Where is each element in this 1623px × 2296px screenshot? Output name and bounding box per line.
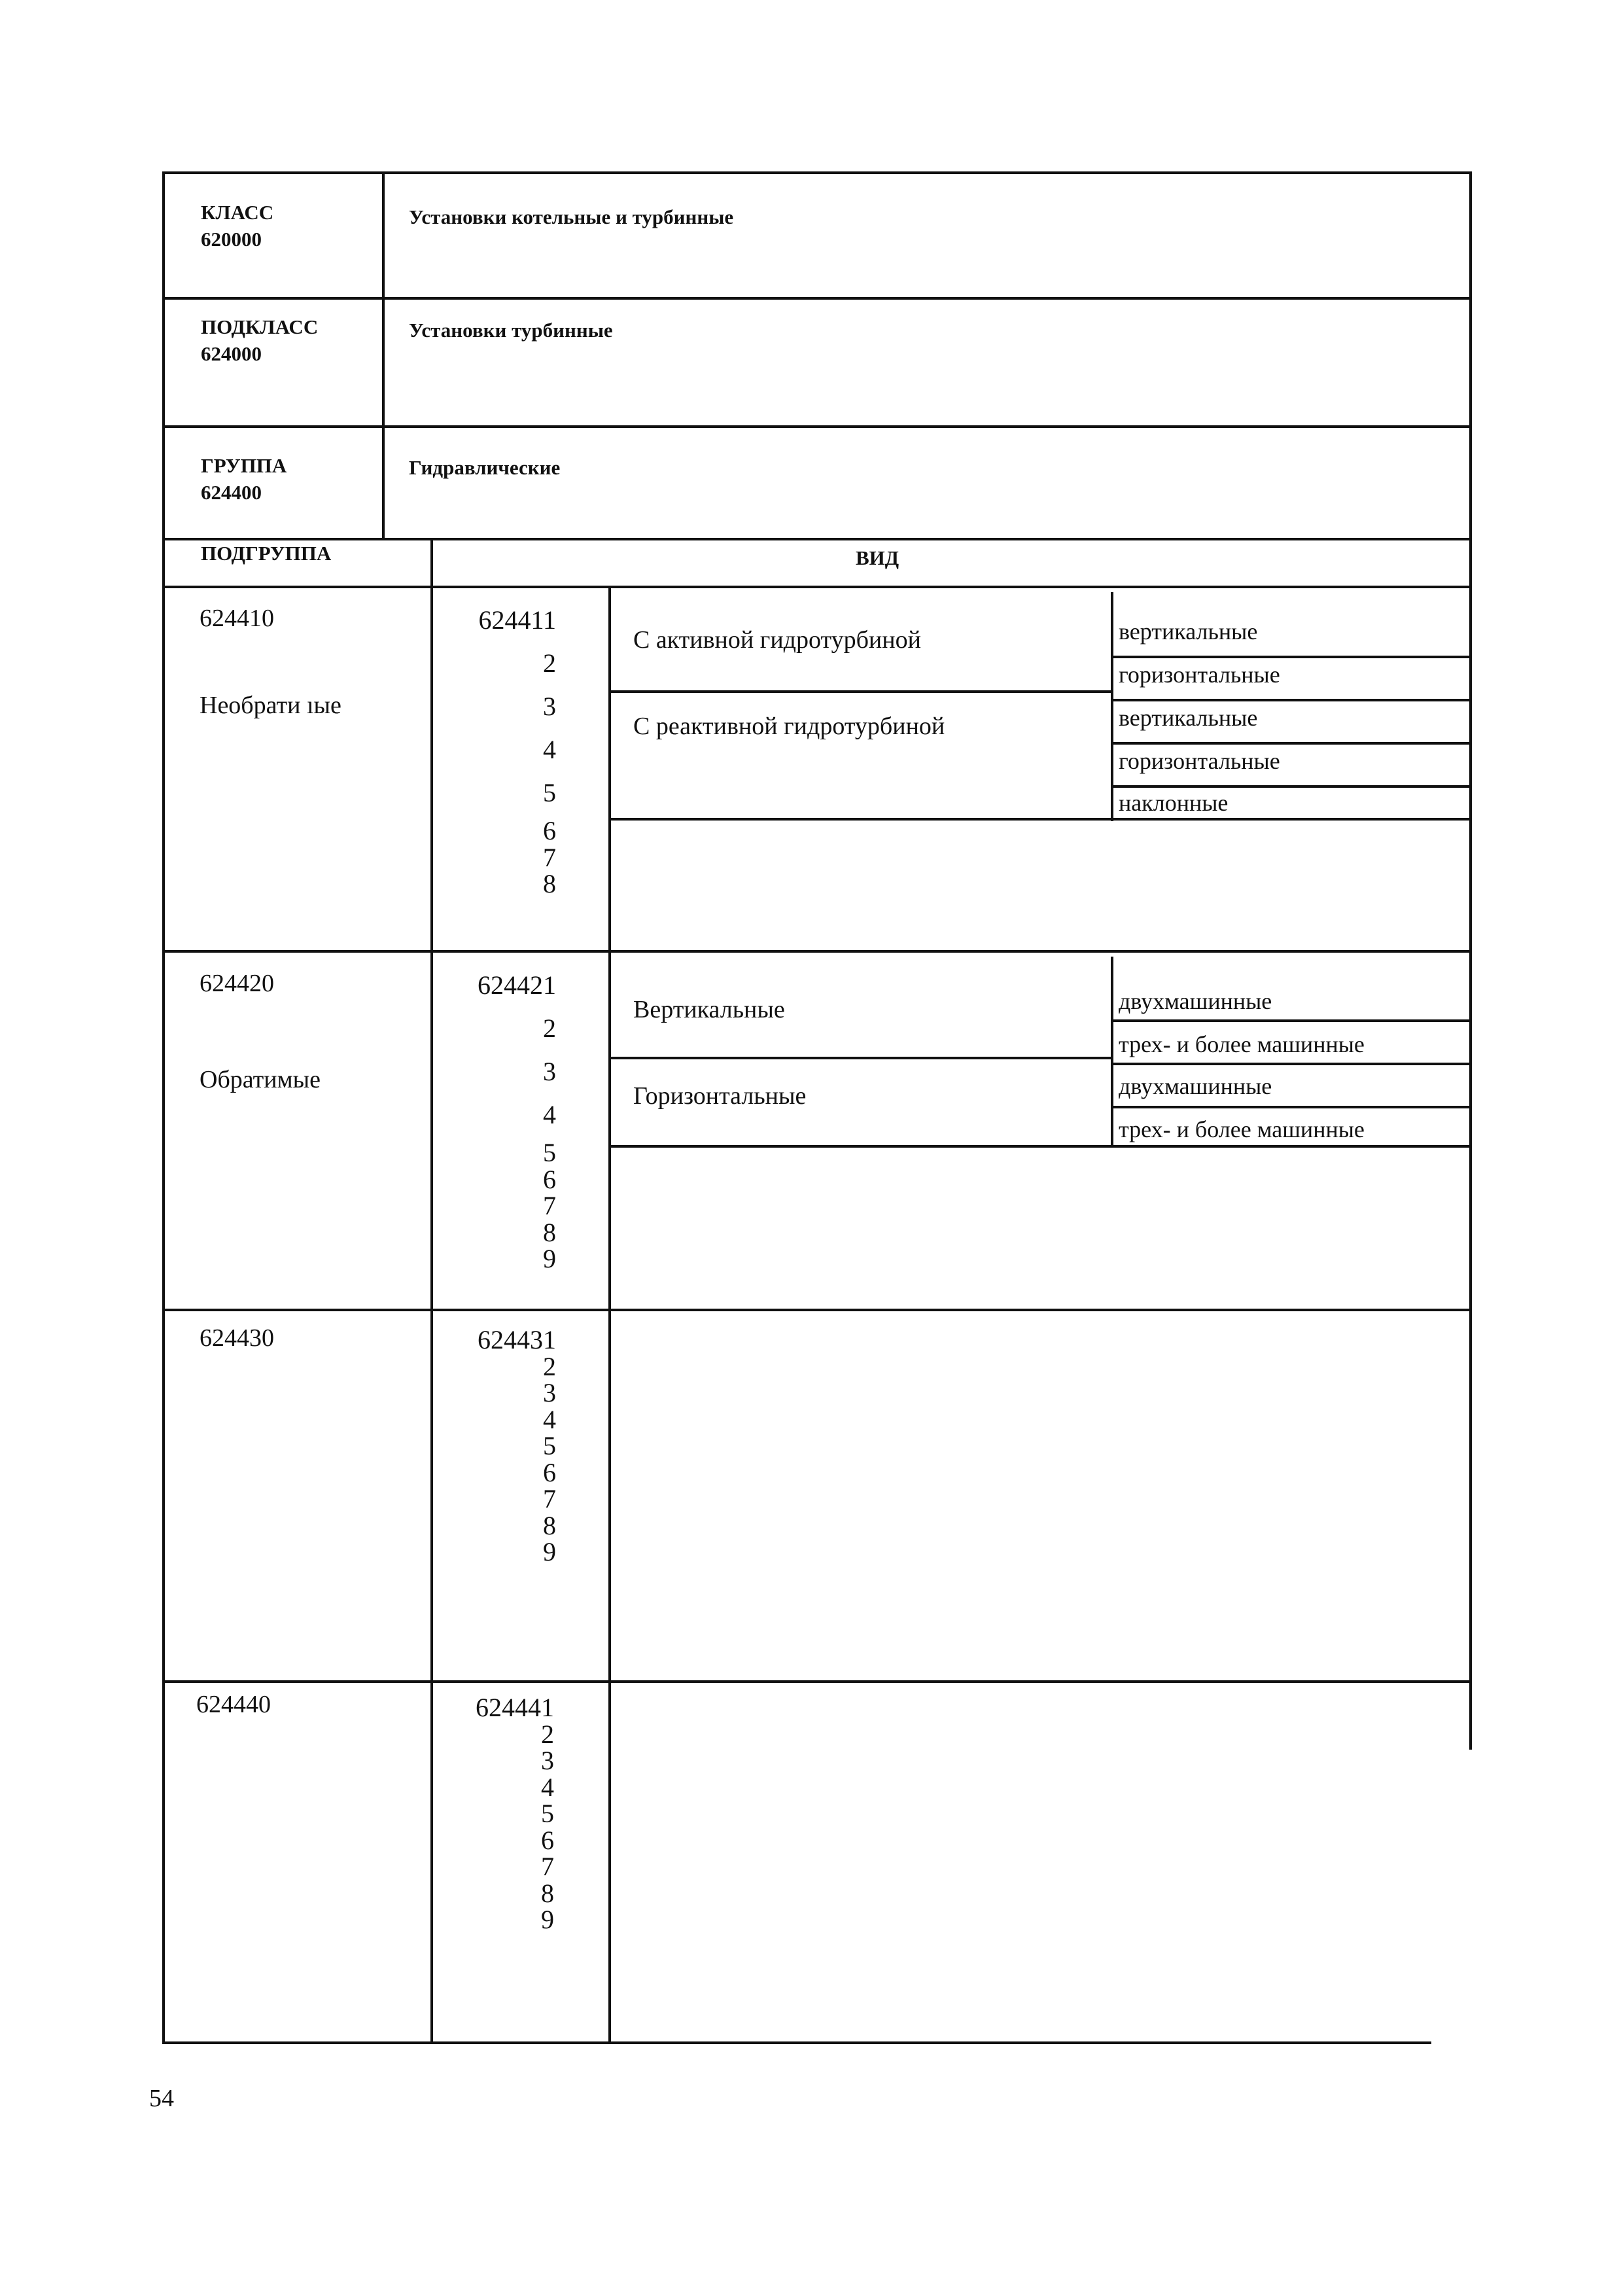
subgroup-code-list bbox=[458, 607, 556, 898]
code-digit: 7 bbox=[543, 842, 556, 872]
variant-name: вертикальные bbox=[1119, 618, 1258, 645]
table-right-border bbox=[1469, 171, 1472, 1750]
variant-divider-2-2 bbox=[1111, 1063, 1472, 1065]
type-name: С реактивной гидротурбиной bbox=[633, 713, 945, 740]
code-digit: 3 bbox=[543, 1057, 556, 1086]
header-column-divider bbox=[382, 171, 385, 539]
code-digit: 9 bbox=[541, 1905, 554, 1934]
code-digit: 9 bbox=[543, 1244, 556, 1273]
first-code: 624411 bbox=[478, 605, 556, 635]
type-divider-2b bbox=[608, 1145, 1472, 1148]
code-digit: 2 bbox=[543, 1014, 556, 1043]
podklass-label: ПОДКЛАСС bbox=[201, 315, 319, 338]
podklass-code: 624000 bbox=[201, 342, 262, 365]
first-code: 624421 bbox=[478, 970, 556, 1000]
code-digit: 5 bbox=[543, 1138, 556, 1167]
podgruppa-column-header: ПОДГРУППА bbox=[201, 542, 332, 565]
variant-divider-1-3 bbox=[1111, 742, 1472, 745]
code-digit: 8 bbox=[543, 1217, 556, 1247]
code-digit: 2 bbox=[541, 1719, 554, 1749]
code-digit: 7 bbox=[543, 1484, 556, 1513]
code-digit: 6 bbox=[543, 1457, 556, 1487]
variant-name: трех- и более машинные bbox=[1119, 1116, 1365, 1142]
first-code: 624441 bbox=[476, 1693, 554, 1722]
variant-divider-2-1 bbox=[1111, 1019, 1472, 1022]
code-digit: 7 bbox=[543, 1191, 556, 1220]
code-digit: 9 bbox=[543, 1537, 556, 1566]
divider-gruppa bbox=[162, 538, 1472, 540]
code-digit: 2 bbox=[543, 1351, 556, 1381]
first-code: 624431 bbox=[478, 1325, 556, 1354]
subgroup-name: Обратимые bbox=[200, 1066, 321, 1093]
code-digit: 3 bbox=[541, 1746, 554, 1775]
subgroup-code-list bbox=[456, 1695, 554, 1934]
code-digit: 5 bbox=[543, 1431, 556, 1460]
variant-column-border-2 bbox=[1111, 957, 1113, 1148]
subgroup-code: 624430 bbox=[200, 1324, 274, 1352]
klass-title: Установки котельные и турбинные bbox=[409, 205, 734, 228]
subgroup-code: 624440 bbox=[196, 1691, 271, 1718]
code-column-left-border bbox=[430, 538, 433, 2044]
code-digit: 3 bbox=[543, 1378, 556, 1407]
code-digit: 8 bbox=[541, 1878, 554, 1908]
type-name: С активной гидротурбиной bbox=[633, 626, 921, 654]
code-digit: 6 bbox=[543, 1164, 556, 1194]
code-digit: 8 bbox=[543, 1510, 556, 1540]
klass-code: 620000 bbox=[201, 228, 262, 251]
table-left-border bbox=[162, 171, 165, 2044]
klass-label: КЛАСС bbox=[201, 201, 274, 224]
page-number: 54 bbox=[149, 2085, 174, 2112]
code-digit: 6 bbox=[543, 816, 556, 845]
variant-name: двухмашинные bbox=[1119, 1073, 1272, 1099]
variant-name: вертикальные bbox=[1119, 705, 1258, 731]
type-name: Горизонтальные bbox=[633, 1082, 807, 1110]
code-digit: 2 bbox=[543, 648, 556, 678]
gruppa-title: Гидравлические bbox=[409, 456, 561, 479]
type-divider-1a bbox=[608, 690, 1112, 693]
variant-divider-2-3 bbox=[1111, 1106, 1472, 1108]
code-digit: 5 bbox=[543, 778, 556, 807]
subgroup-divider-1 bbox=[162, 950, 1472, 953]
type-name: Вертикальные bbox=[633, 996, 785, 1023]
code-digit: 3 bbox=[543, 692, 556, 721]
vid-column-header: ВИД bbox=[856, 546, 899, 569]
gruppa-label: ГРУППА bbox=[201, 454, 287, 477]
subgroup-code: 624420 bbox=[200, 970, 274, 997]
variant-name: горизонтальные bbox=[1119, 662, 1280, 688]
variant-name: наклонные bbox=[1119, 790, 1229, 816]
subgroup-code-list bbox=[458, 1327, 556, 1566]
subgroup-divider-3 bbox=[162, 1680, 1472, 1683]
code-digit: 4 bbox=[543, 1404, 556, 1434]
table-bottom-border bbox=[162, 2041, 1431, 2044]
divider-podklass bbox=[162, 425, 1472, 428]
variant-divider-1-2 bbox=[1111, 699, 1472, 701]
subgroup-divider-2 bbox=[162, 1309, 1472, 1311]
subgroup-code: 624410 bbox=[200, 605, 274, 632]
variant-name: горизонтальные bbox=[1119, 748, 1280, 774]
subgroup-code-list bbox=[458, 972, 556, 1273]
code-digit: 4 bbox=[543, 1100, 556, 1129]
vid-column-left-border bbox=[608, 586, 611, 2044]
subgroup-name: Необрати ıые bbox=[200, 692, 341, 719]
code-digit: 8 bbox=[543, 869, 556, 898]
type-divider-1b bbox=[608, 818, 1472, 821]
code-digit: 7 bbox=[541, 1852, 554, 1881]
code-digit: 5 bbox=[541, 1799, 554, 1828]
divider-column-header bbox=[162, 586, 1472, 588]
podklass-title: Установки турбинные bbox=[409, 319, 613, 342]
variant-divider-1-4 bbox=[1111, 785, 1472, 788]
type-divider-2a bbox=[608, 1057, 1112, 1059]
variant-name: двухмашинные bbox=[1119, 988, 1272, 1014]
gruppa-code: 624400 bbox=[201, 481, 262, 504]
code-digit: 6 bbox=[541, 1825, 554, 1855]
table-top-border bbox=[162, 171, 1472, 174]
divider-klass bbox=[162, 297, 1472, 300]
code-digit: 4 bbox=[541, 1772, 554, 1802]
variant-name: трех- и более машинные bbox=[1119, 1031, 1365, 1057]
code-digit: 4 bbox=[543, 735, 556, 764]
variant-divider-1-1 bbox=[1111, 656, 1472, 658]
